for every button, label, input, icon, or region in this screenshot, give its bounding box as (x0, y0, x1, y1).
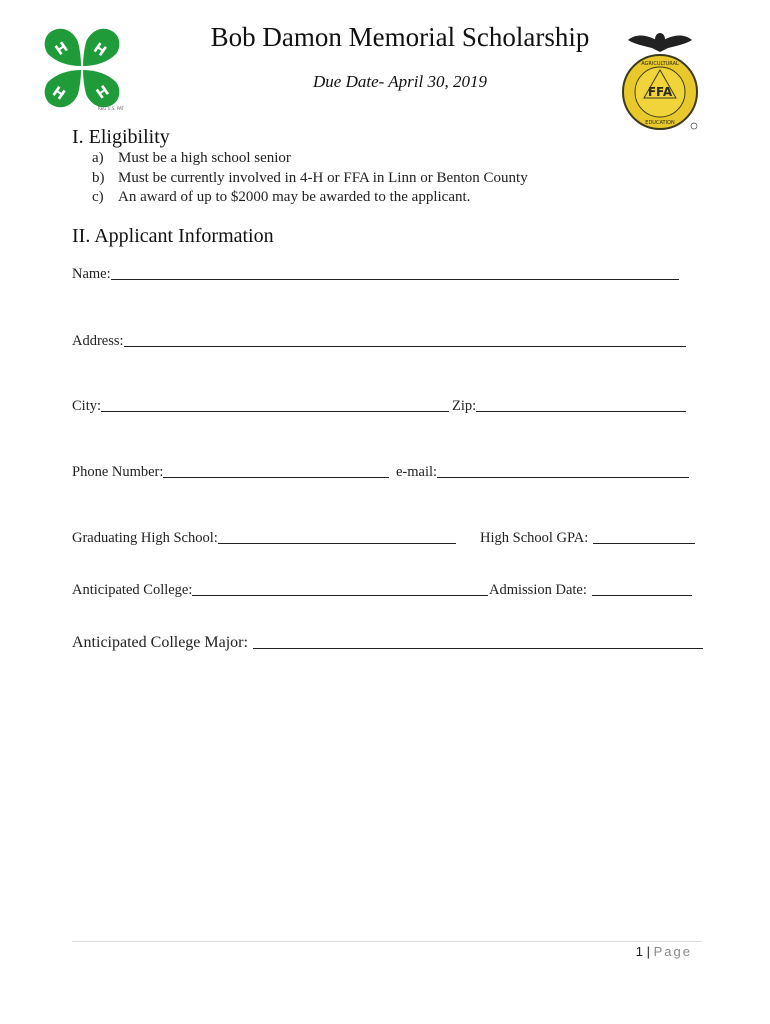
phone-field[interactable]: Phone Number: (72, 464, 389, 481)
section-applicant-heading: II. Applicant Information (72, 225, 274, 247)
svg-text:AGRICULTURAL: AGRICULTURAL (641, 61, 679, 67)
document-title: Bob Damon Memorial Scholarship (210, 22, 590, 52)
admission-date-field[interactable]: Admission Date: (489, 582, 692, 599)
eligibility-list (92, 149, 528, 208)
page-footer: 1 | Page (635, 944, 692, 959)
city-field[interactable]: City: (72, 398, 449, 415)
footer-divider (72, 941, 702, 942)
svg-text:H: H (52, 39, 72, 60)
due-date: Due Date- April 30, 2019 (313, 72, 487, 91)
svg-text:H: H (49, 83, 68, 104)
college-field[interactable]: Anticipated College: (72, 582, 488, 599)
email-field[interactable]: e-mail: (396, 464, 689, 481)
section-eligibility-heading: I. Eligibility (72, 126, 170, 148)
name-field[interactable]: Name: (72, 266, 679, 283)
svg-text:H: H (90, 40, 109, 61)
list-item: b) Must be currently involved in 4-H or FFA in Linn or Benton County (92, 169, 528, 186)
high-school-field[interactable]: Graduating High School: (72, 530, 456, 547)
list-item: c) An award of up to $2000 may be awarded to the applicant. (92, 189, 471, 205)
zip-field[interactable]: Zip: (452, 398, 686, 415)
major-field[interactable]: Anticipated College Major: (72, 634, 703, 652)
svg-text:H: H (93, 82, 113, 103)
list-item: a) Must be a high school senior (92, 150, 291, 166)
svg-text:REG U.S. PAT: REG U.S. PAT (98, 106, 124, 111)
svg-text:EDUCATION: EDUCATION (645, 120, 675, 126)
gpa-field[interactable]: High School GPA: (480, 530, 695, 547)
svg-text:FFA: FFA (647, 85, 673, 99)
address-field[interactable]: Address: (72, 333, 686, 350)
